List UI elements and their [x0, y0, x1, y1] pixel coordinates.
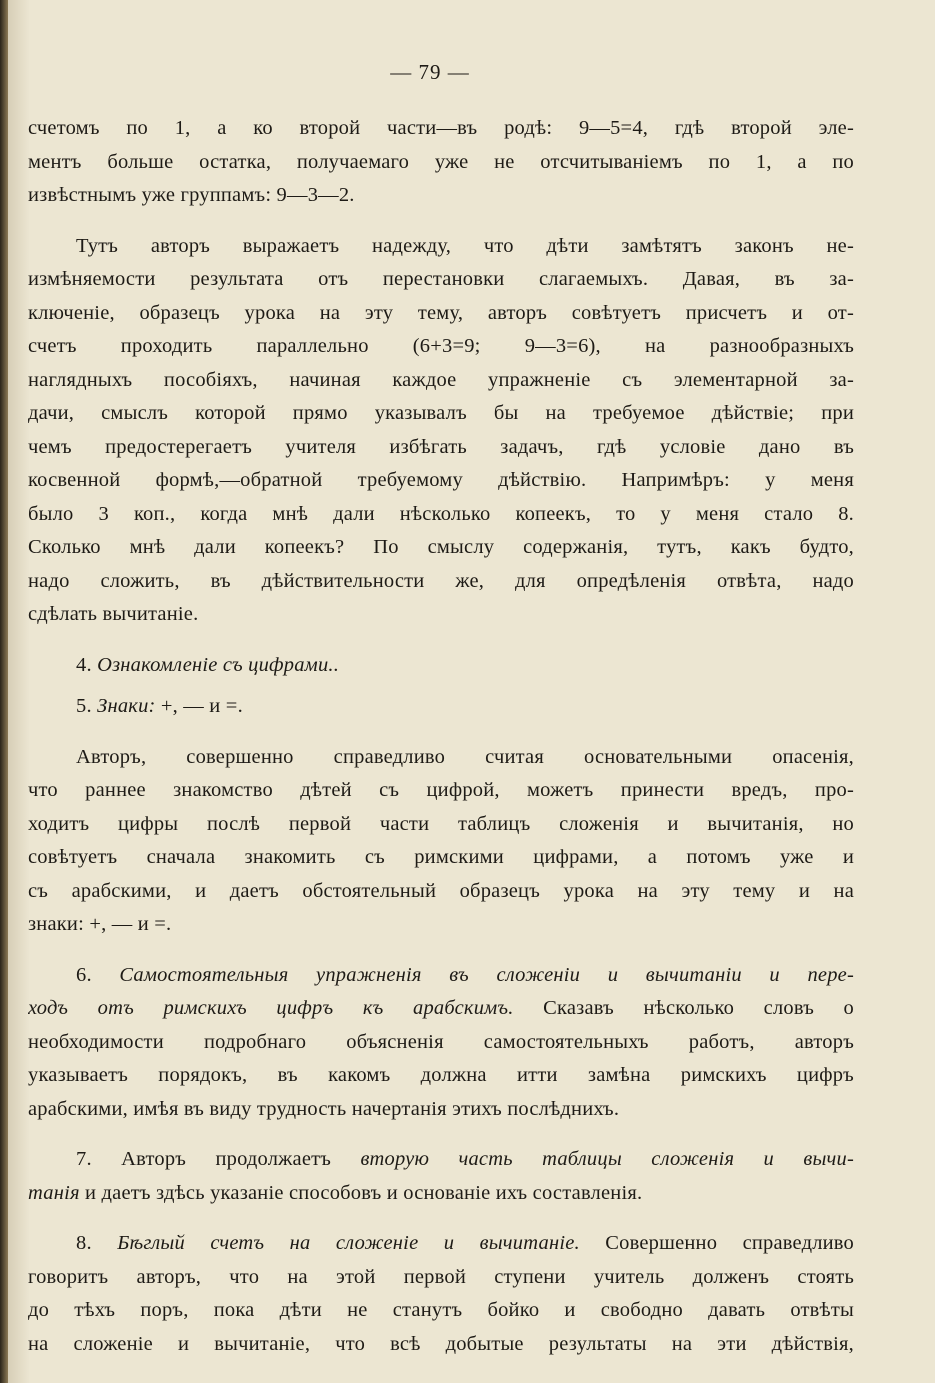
- text-line: на сложеніе и вычитаніе, что всѣ добытые результаты на эти дѣйствія,: [28, 1332, 854, 1355]
- text-line: указываетъ порядокъ, въ какомъ должна итти замѣна римскихъ цифръ: [28, 1064, 854, 1086]
- text-line: дачи, смыслъ которой прямо указывалъ бы на требуемое дѣйствіе; при: [28, 402, 854, 424]
- paragraph-gap: [28, 632, 854, 649]
- section-title: Самостоятельныя упражненія въ сложеніи и вычитаніи и пере-: [119, 963, 854, 986]
- text-line: [28, 1177, 854, 1211]
- section-6: [28, 959, 854, 1127]
- text-line: арабскими, имѣя въ виду трудность начертанія этихъ послѣднихъ.: [28, 1097, 620, 1120]
- text-line: съ арабскими, и даетъ обстоятельный образецъ урока на эту тему и на: [28, 879, 854, 902]
- text-line: было 3 коп., когда мнѣ дали нѣсколько копеекъ, то у меня стало 8.: [28, 502, 854, 525]
- section-title-rest: +, — и =.: [155, 695, 243, 717]
- text-line: необходимости подробнаго объясненія самостоятельныхъ работъ, авторъ: [28, 1030, 854, 1053]
- text-line: надо сложить, въ дѣйствительности же, для опредѣленія отвѣта, надо: [28, 569, 854, 592]
- book-spine-shadow: [0, 0, 8, 1383]
- paragraph-gap: [28, 1126, 854, 1143]
- text-line: счетъ проходить параллельно (6+3=9; 9—3=6), на разнообразныхъ: [28, 335, 854, 357]
- text-line: сдѣлать вычитаніе.: [28, 603, 199, 625]
- section-title-cont: танія: [28, 1181, 80, 1204]
- paragraph: [28, 230, 854, 632]
- text-line: [28, 959, 854, 993]
- section-number: 6.: [76, 963, 92, 986]
- text-line: [28, 1227, 854, 1261]
- section-number: 5.: [76, 695, 92, 717]
- text-line: говоритъ авторъ, что на этой первой ступени учитель долженъ стоять: [28, 1265, 854, 1288]
- text-line: Тутъ авторъ выражаетъ надежду, что дѣти замѣтятъ законъ не-: [76, 234, 854, 257]
- text-line: ходитъ цифры послѣ первой части таблицъ сложенія и вычитанія, но: [28, 812, 854, 835]
- text-line: знаки: +, — и =.: [28, 913, 172, 935]
- paragraph-gap: [28, 1210, 854, 1227]
- section-heading-5: [28, 690, 854, 724]
- text-line: что раннее знакомство дѣтей съ цифрой, можетъ принести вредъ, про-: [28, 779, 854, 801]
- section-text: Сказавъ нѣсколько словъ о: [513, 997, 854, 1019]
- section-8: [28, 1227, 854, 1361]
- section-heading-4: [28, 649, 854, 683]
- section-title: Ознакомленіе съ цифрами..: [97, 653, 340, 676]
- text-line: ментъ больше остатка, получаемаго уже не отсчитываніемъ по 1, а по: [28, 150, 854, 173]
- section-text: Совершенно справедливо: [579, 1232, 854, 1254]
- text-line: извѣстнымъ уже группамъ: 9—3—2.: [28, 184, 355, 206]
- paragraph-gap: [28, 213, 854, 230]
- text-line: [28, 1143, 854, 1177]
- text-line: [28, 992, 854, 1026]
- text-line: совѣтуетъ сначала знакомить съ римскими цифрами, а потомъ уже и: [28, 846, 854, 868]
- text-line: ключеніе, образецъ урока на эту тему, авторъ совѣтуетъ присчетъ и от-: [28, 301, 854, 324]
- page-number: — 79 —: [390, 60, 470, 84]
- section-title: Бѣглый счетъ на сложеніе и вычитаніе.: [117, 1232, 580, 1254]
- paragraph: [28, 741, 854, 942]
- paragraph-gap: [28, 682, 854, 690]
- text-line: измѣняемости результата отъ перестановки слагаемыхъ. Давая, въ за-: [28, 268, 854, 290]
- section-title: Знаки:: [97, 695, 156, 717]
- section-7: [28, 1143, 854, 1210]
- section-title: вторую часть таблицы сложенія и вычи-: [360, 1148, 854, 1170]
- text-line: чемъ предостерегаетъ учителя избѣгать задачъ, гдѣ условіе дано въ: [28, 435, 854, 458]
- section-title-cont: ходъ отъ римскихъ цифръ къ арабскимъ.: [28, 997, 514, 1019]
- paragraph-gap: [28, 942, 854, 959]
- page-body: [28, 112, 854, 1361]
- section-number: 4.: [76, 653, 92, 676]
- text-line: Авторъ, совершенно справедливо считая основательными опасенія,: [76, 745, 854, 768]
- text-line: Сколько мнѣ дали копеекъ? По смыслу содержанія, тутъ, какъ будто,: [28, 536, 854, 558]
- paragraph-gap: [28, 724, 854, 741]
- section-text: и даетъ здѣсь указаніе способовъ и основаніе ихъ составленія.: [79, 1181, 643, 1204]
- text-line: счетомъ по 1, а ко второй части—въ родѣ: 9—5=4, гдѣ второй эле-: [28, 117, 854, 139]
- paragraph-continuation: [28, 112, 854, 213]
- section-number: 8.: [76, 1232, 118, 1254]
- text-line: до тѣхъ поръ, пока дѣти не станутъ бойко и свободно давать отвѣты: [28, 1299, 854, 1321]
- text-line: наглядныхъ пособіяхъ, начиная каждое упражненіе съ элементарной за-: [28, 368, 854, 391]
- section-text: 7. Авторъ продолжаетъ: [76, 1148, 361, 1170]
- text-line: косвенной формѣ,—обратной требуемому дѣйствію. Напримѣръ: у меня: [28, 469, 854, 491]
